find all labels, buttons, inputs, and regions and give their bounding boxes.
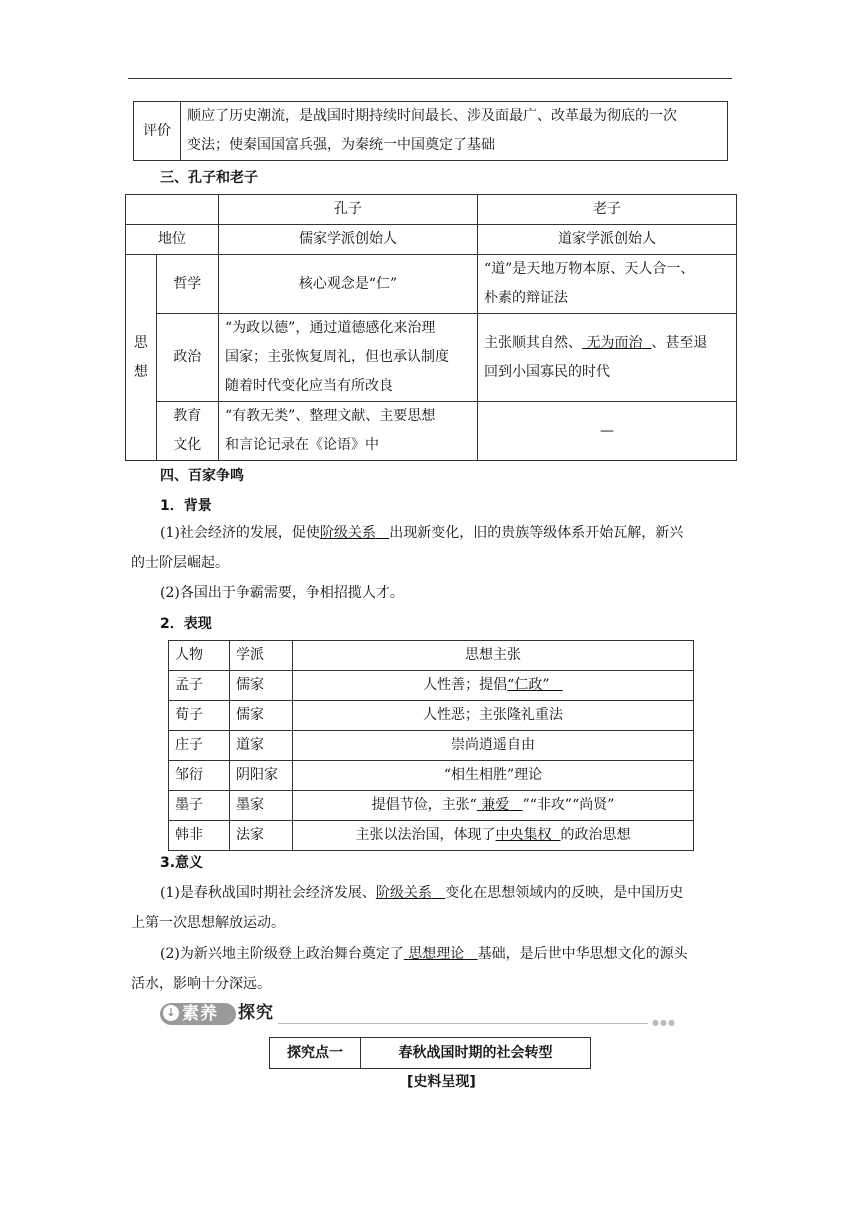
- person-cell: 孟子: [169, 671, 230, 701]
- sig1-pre: (1)是春秋战国时期社会经济发展、: [160, 885, 376, 901]
- literacy-inquiry-banner: [160, 1002, 676, 1027]
- manifestation-heading: 2．表现: [160, 616, 212, 632]
- bg1-blank: 阶级关系: [319, 525, 376, 541]
- thought-blank: “仁政”: [507, 677, 550, 693]
- explore-point-table: [269, 1037, 591, 1069]
- thought-cell: [293, 821, 694, 851]
- politics-confucius: [219, 314, 478, 402]
- background-heading: 1．背景: [160, 498, 212, 514]
- politics-confucius-line-3: 随着时代变化应当有所改良: [225, 378, 393, 394]
- evaluation-line-2: 变法；使秦国国富兵强，为秦统一中国奠定了基础: [187, 137, 495, 153]
- education-laozi: —: [478, 402, 737, 461]
- status-laozi: 道家学派创始人: [478, 225, 737, 255]
- thinker-comparison-table: [125, 194, 737, 461]
- fill-blank-answer: [320, 525, 389, 541]
- thought-cell: “相生相胜”理论: [293, 761, 694, 791]
- thought-pre: 主张以法治国，体现了: [355, 827, 496, 843]
- table-row: [169, 731, 694, 761]
- politics-laozi-line-1: [484, 329, 730, 358]
- politics-label: 政治: [156, 314, 218, 402]
- sig2-post: 基础，是后世中华思想文化的源头: [477, 946, 688, 962]
- thought-pre: 提倡节俭，主张“: [371, 797, 477, 813]
- thought-pre: 人性善；提倡: [423, 677, 508, 693]
- thought-blank: 中央集权: [495, 827, 552, 843]
- thought-post: ”“非攻”“尚贤”: [522, 797, 615, 813]
- thought-label-char-2: 想: [133, 363, 148, 380]
- fill-blank-answer: [404, 946, 478, 962]
- table-row: [169, 671, 694, 701]
- thought-label-char-1: 思: [133, 334, 148, 351]
- source-label: [史料呈现]: [407, 1074, 476, 1090]
- table-row: [169, 791, 694, 821]
- fill-blank-answer: [376, 885, 445, 901]
- significance-item-2-line-2: 活水，影响十分深远。: [131, 976, 271, 992]
- school-cell: 法家: [230, 821, 293, 851]
- evaluation-label: 评价: [134, 102, 181, 161]
- person-cell: 墨子: [169, 791, 230, 821]
- significance-heading: 3.意义: [160, 855, 204, 871]
- philosophy-laozi-line-1: “道”是天地万物本原、天人合一、: [484, 261, 695, 277]
- politics-confucius-line-1: “为政以德”，通过道德感化来治理: [225, 320, 436, 336]
- section-3-heading: 三、孔子和老子: [160, 170, 258, 186]
- hundred-schools-table: [168, 640, 694, 851]
- background-item-1: [160, 518, 683, 548]
- philosophy-confucius: 核心观念是“仁”: [219, 255, 478, 314]
- header-thought: 思想主张: [293, 641, 694, 671]
- education-confucius: [219, 402, 478, 461]
- philosophy-laozi-line-2: 朴素的辩证法: [484, 290, 568, 306]
- education-label: [156, 402, 218, 461]
- thought-cell: 崇尚逍遥自由: [293, 731, 694, 761]
- header-person: 人物: [169, 641, 230, 671]
- sig1-blank: 阶级关系: [375, 885, 432, 901]
- down-arrow-icon: ↓: [163, 1005, 179, 1021]
- section-4-heading: 四、百家争鸣: [160, 468, 244, 484]
- person-cell: 荀子: [169, 701, 230, 731]
- person-cell: 韩非: [169, 821, 230, 851]
- fill-blank-answer: [477, 797, 523, 813]
- education-label-line-1: 教育: [173, 408, 202, 424]
- status-confucius: 儒家学派创始人: [219, 225, 478, 255]
- background-item-1-line-2: 的士阶层崛起。: [131, 555, 229, 571]
- politics-laozi-line-2: 回到小国寡民的时代: [484, 363, 610, 380]
- sig2-pre: (2)为新兴地主阶级登上政治舞台奠定了: [160, 946, 404, 962]
- thought-label: [126, 255, 157, 461]
- education-confucius-line-2: 和言论记录在《论语》中: [225, 437, 379, 453]
- banner-divider: [278, 1023, 648, 1024]
- politics-laozi: [478, 314, 737, 402]
- table-row: [169, 821, 694, 851]
- evaluation-line-1: 顺应了历史潮流，是战国时期持续时间最长、涉及面最广、改革最为彻底的一次: [187, 108, 677, 124]
- school-cell: 阴阳家: [230, 761, 293, 791]
- status-label: 地位: [126, 225, 219, 255]
- explore-topic: 春秋战国时期的社会转型: [361, 1038, 591, 1069]
- header-school: 学派: [230, 641, 293, 671]
- table-row: [169, 761, 694, 791]
- philosophy-laozi: [478, 255, 737, 314]
- thought-post: 的政治思想: [560, 827, 631, 843]
- school-cell: 道家: [230, 731, 293, 761]
- politics-laozi-blank: 无为而治: [586, 334, 643, 351]
- fill-blank-answer: [507, 677, 563, 693]
- banner-title: 探究: [238, 1003, 274, 1023]
- significance-item-1: [160, 878, 683, 908]
- politics-confucius-line-2: 国家；主张恢复周礼，但也承认制度: [225, 349, 449, 365]
- fill-blank-answer: [582, 335, 651, 351]
- thought-cell: [293, 791, 694, 821]
- politics-laozi-pre: 主张顺其自然、: [484, 334, 582, 351]
- significance-item-2: [160, 939, 688, 969]
- sig2-blank: 思想理论: [408, 946, 465, 962]
- corner-cell: [126, 195, 219, 225]
- education-label-line-2: 文化: [173, 437, 202, 453]
- table-header-row: [169, 641, 694, 671]
- top-rule: [128, 78, 732, 79]
- thought-cell: [293, 671, 694, 701]
- banner-highlight: 素养: [182, 1004, 218, 1024]
- explore-key: 探究点一: [270, 1038, 361, 1069]
- bg1-post: 出现新变化，旧的贵族等级体系开始瓦解，新兴: [389, 525, 684, 541]
- table-row: [169, 701, 694, 731]
- thought-cell: 人性恶；主张隆礼重法: [293, 701, 694, 731]
- significance-item-1-line-2: 上第一次思想解放运动。: [131, 915, 285, 931]
- thought-blank: 兼爱: [481, 797, 510, 813]
- banner-dots: ●●●: [652, 1018, 676, 1027]
- school-cell: 墨家: [230, 791, 293, 821]
- philosophy-label: 哲学: [156, 255, 218, 314]
- politics-laozi-post: 、甚至退: [651, 334, 708, 351]
- background-item-2: (2)各国出于争霸需要，争相招揽人才。: [160, 585, 404, 601]
- sig1-post: 变化在思想领域内的反映，是中国历史: [445, 885, 684, 901]
- evaluation-text: [181, 102, 728, 161]
- education-confucius-line-1: “有教无类”、整理文献、主要思想: [225, 408, 436, 424]
- school-cell: 儒家: [230, 671, 293, 701]
- bg1-pre: (1)社会经济的发展，促使: [160, 525, 320, 541]
- person-cell: 庄子: [169, 731, 230, 761]
- fill-blank-answer: [496, 827, 561, 843]
- header-laozi: 老子: [478, 195, 737, 225]
- person-cell: 邹衍: [169, 761, 230, 791]
- header-confucius: 孔子: [219, 195, 478, 225]
- school-cell: 儒家: [230, 701, 293, 731]
- evaluation-table: [133, 101, 728, 161]
